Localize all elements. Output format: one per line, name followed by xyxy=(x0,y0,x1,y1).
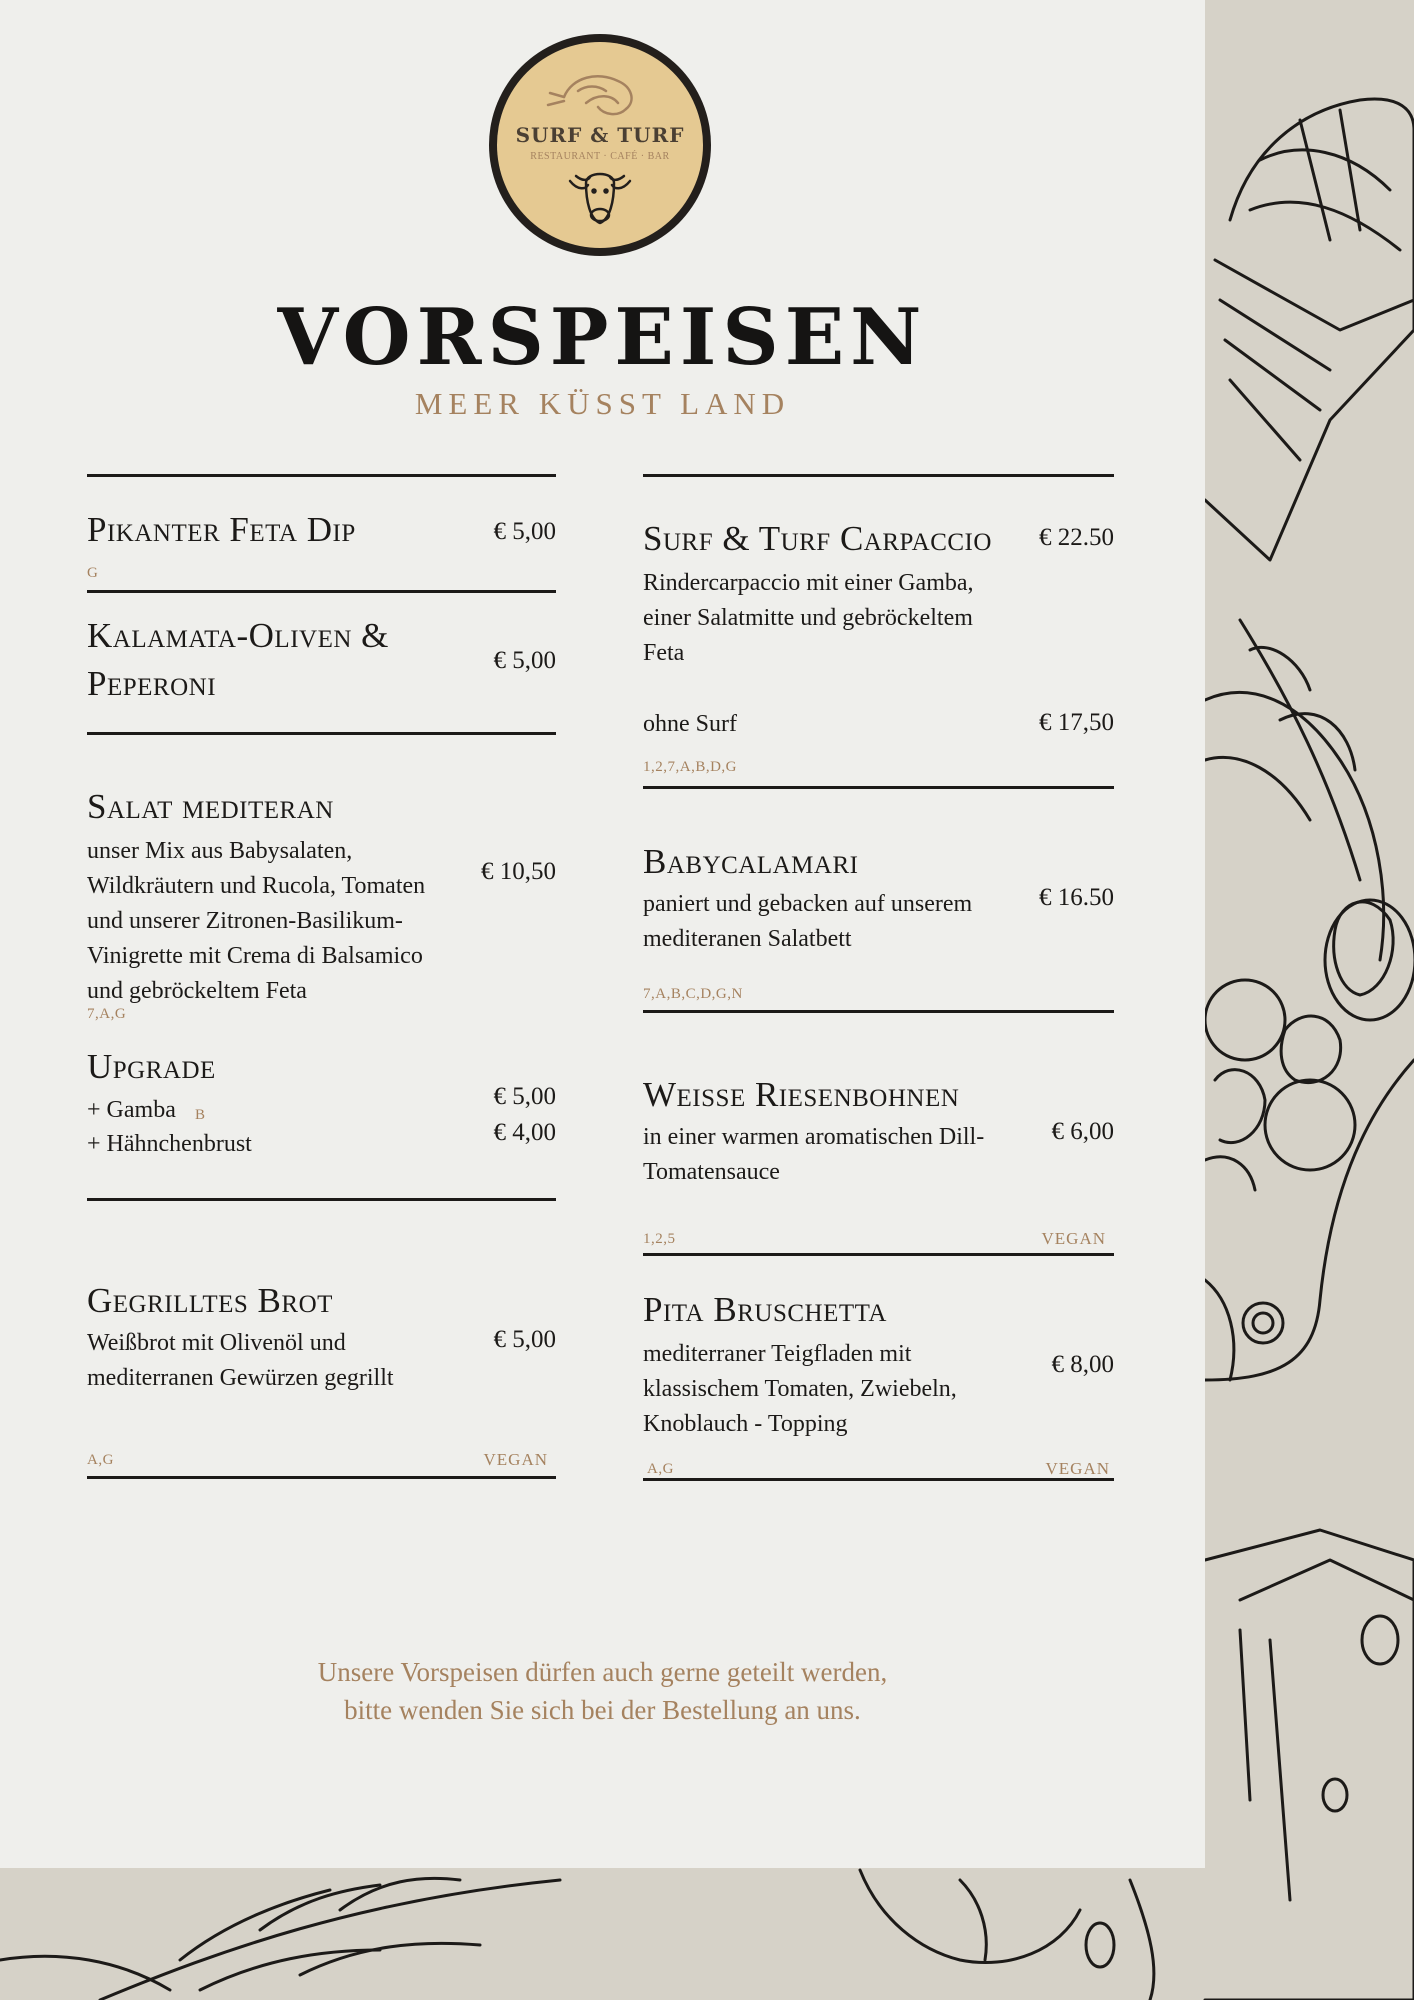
item-name-brot: Gegrilltes Brot xyxy=(87,1281,333,1320)
item-price-bruschetta: € 8,00 xyxy=(1051,1351,1114,1378)
upgrade-chicken-price: € 4,00 xyxy=(493,1119,556,1146)
cheese-illustration xyxy=(1205,1530,1414,2000)
desc-line: Vinigrette mit Crema di Balsamico xyxy=(87,943,423,969)
divider xyxy=(643,1253,1114,1256)
upgrade-gamba-price: € 5,00 xyxy=(493,1083,556,1110)
item-name-calamari: Babycalamari xyxy=(643,842,859,881)
item-allergens-bruschetta: A,G xyxy=(647,1461,674,1477)
divider xyxy=(87,474,556,477)
item-allergens-brot: A,G xyxy=(87,1452,114,1468)
garlic-illustration xyxy=(1205,902,1393,1190)
footer-note xyxy=(0,1653,1205,1729)
footer-line: Unsere Vorspeisen dürfen auch gerne geteilt werden, xyxy=(317,1657,888,1687)
divider xyxy=(87,732,556,735)
divider xyxy=(643,474,1114,477)
restaurant-logo xyxy=(486,31,714,259)
desc-line: und unserer Zitronen-Basilikum- xyxy=(87,908,403,934)
logo-tagline: RESTAURANT · CAFÉ · BAR xyxy=(530,151,670,162)
upgrade-chicken-label: + Hähnchenbrust xyxy=(87,1131,252,1157)
desc-line: Feta xyxy=(643,640,685,666)
carpaccio-variant-label: ohne Surf xyxy=(643,711,737,737)
mushroom-illustration xyxy=(860,1870,1154,2000)
olive-branch-illustration xyxy=(1205,620,1414,1020)
desc-line: klassischem Tomaten, Zwiebeln, xyxy=(643,1376,957,1402)
desc-line: Wildkräutern und Rucola, Tomaten xyxy=(87,873,426,899)
item-desc-carpaccio xyxy=(643,566,1033,671)
desc-line: paniert und gebacken auf unserem xyxy=(643,891,973,917)
item-name-feta-dip: Pikanter Feta Dip xyxy=(87,510,356,549)
item-name-bohnen: Weisse Riesenbohnen xyxy=(643,1075,960,1114)
divider xyxy=(87,590,556,593)
item-desc-bohnen xyxy=(643,1120,1023,1190)
item-allergens-salat: 7,A,G xyxy=(87,1006,127,1022)
desc-line: einer Salatmitte und gebröckeltem xyxy=(643,605,973,631)
divider xyxy=(643,786,1114,789)
divider xyxy=(643,1478,1114,1481)
desc-line: in einer warmen aromatischen Dill- xyxy=(643,1124,985,1150)
cutting-board-illustration xyxy=(1205,1060,1414,1380)
upgrade-gamba-allergen: B xyxy=(195,1107,206,1123)
item-allergens-calamari: 7,A,B,C,D,G,N xyxy=(643,986,743,1002)
item-price-salat: € 10,50 xyxy=(481,858,556,885)
desc-line: unser Mix aus Babysalaten, xyxy=(87,838,353,864)
desc-line: mediteranen Salatbett xyxy=(643,926,852,952)
item-desc-salat xyxy=(87,834,467,1009)
item-price-feta-dip: € 5,00 xyxy=(493,518,556,545)
desc-line: und gebröckeltem Feta xyxy=(87,978,307,1004)
item-name-upgrade: Upgrade xyxy=(87,1047,216,1086)
vegan-badge: VEGAN xyxy=(483,1450,548,1469)
page-title: VORSPEISEN xyxy=(277,292,928,383)
desc-line: mediterranen Gewürzen gegrillt xyxy=(87,1365,394,1391)
desc-line: Weißbrot mit Olivenöl und xyxy=(87,1330,346,1356)
item-allergens-feta-dip: G xyxy=(87,565,99,581)
wheat-illustration xyxy=(0,1878,560,2000)
carpaccio-variant-price: € 17,50 xyxy=(1039,709,1114,736)
item-price-brot: € 5,00 xyxy=(493,1326,556,1353)
item-price-carpaccio: € 22.50 xyxy=(1039,524,1114,551)
desc-line: Rindercarpaccio mit einer Gamba, xyxy=(643,570,974,596)
item-name-salat: Salat mediteran xyxy=(87,787,334,826)
item-desc-bruschetta xyxy=(643,1337,1023,1442)
desc-line: Knoblauch - Topping xyxy=(643,1411,848,1437)
item-name-olives-line2: Peperoni xyxy=(87,664,217,703)
divider xyxy=(87,1476,556,1479)
desc-line: Tomatensauce xyxy=(643,1159,780,1185)
item-desc-brot xyxy=(87,1326,467,1396)
divider xyxy=(87,1198,556,1201)
item-price-bohnen: € 6,00 xyxy=(1051,1118,1114,1145)
logo-name: SURF & TURF xyxy=(515,123,685,147)
item-desc-calamari xyxy=(643,887,1023,957)
item-name-carpaccio: Surf & Turf Carpaccio xyxy=(643,519,992,558)
divider xyxy=(643,1010,1114,1013)
item-price-olives: € 5,00 xyxy=(493,647,556,674)
item-price-calamari: € 16.50 xyxy=(1039,884,1114,911)
footer-line: bitte wenden Sie sich bei der Bestellung an uns. xyxy=(344,1695,861,1725)
vegan-badge: VEGAN xyxy=(1041,1229,1106,1248)
item-name-olives-line1: Kalamata-Oliven & xyxy=(87,616,389,655)
item-allergens-carpaccio: 1,2,7,A,B,D,G xyxy=(643,759,738,775)
desc-line: mediterraner Teigfladen mit xyxy=(643,1341,912,1367)
bread-illustration xyxy=(1205,99,1414,560)
vegan-badge: VEGAN xyxy=(1045,1459,1110,1478)
upgrade-gamba-label: + Gamba xyxy=(87,1097,176,1123)
item-allergens-bohnen: 1,2,5 xyxy=(643,1231,676,1247)
item-name-bruschetta: Pita Bruschetta xyxy=(643,1290,887,1329)
page-subtitle: MEER KÜSST LAND xyxy=(414,386,791,421)
